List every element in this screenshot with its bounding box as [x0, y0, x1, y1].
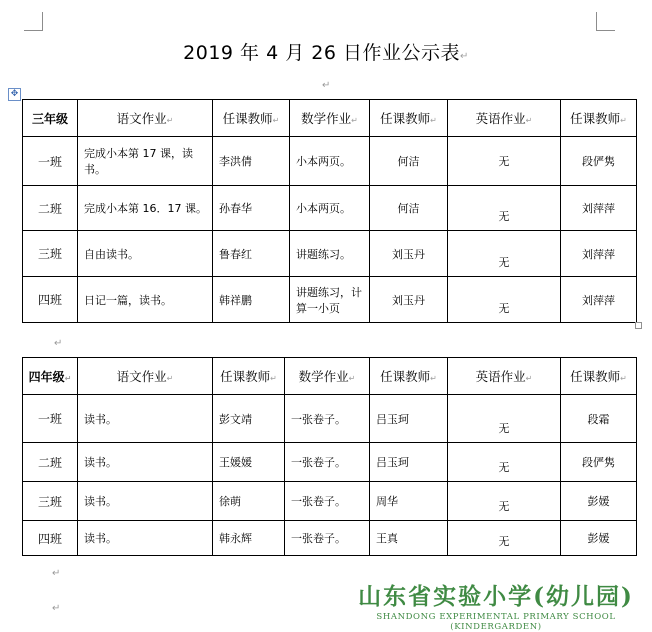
- teacher-cell: 刘萍萍: [561, 277, 637, 323]
- english-homework-cell: 无: [448, 137, 561, 186]
- header-teacher: 任课教师↵: [561, 358, 637, 395]
- chinese-homework-cell: 读书。: [78, 521, 213, 556]
- teacher-cell: 段霜: [561, 395, 637, 443]
- paragraph-mark-icon: ↵: [54, 338, 63, 349]
- header-teacher: 任课教师↵: [213, 358, 285, 395]
- english-homework-cell: 无: [448, 231, 561, 277]
- teacher-cell: 刘玉丹: [370, 277, 448, 323]
- teacher-cell: 何洁: [370, 186, 448, 231]
- teacher-cell: 王媛媛: [213, 443, 285, 482]
- class-cell: 三班: [23, 482, 78, 521]
- math-homework-cell: 一张卷子。: [285, 395, 370, 443]
- english-homework-cell: 无: [448, 482, 561, 521]
- class-cell: 一班: [23, 137, 78, 186]
- teacher-cell: 彭媛: [561, 482, 637, 521]
- teacher-cell: 韩永辉: [213, 521, 285, 556]
- header-math: 数学作业↵: [290, 100, 370, 137]
- class-cell: 三班: [23, 231, 78, 277]
- paragraph-mark-icon: ↵: [322, 80, 331, 91]
- header-english: 英语作业↵: [448, 358, 561, 395]
- math-homework-cell: 小本两页。: [290, 137, 370, 186]
- teacher-cell: 何洁: [370, 137, 448, 186]
- teacher-cell: 刘玉丹: [370, 231, 448, 277]
- paragraph-mark-icon: ↵: [52, 568, 61, 579]
- grade-three-homework-table: [22, 99, 637, 323]
- school-logo-watermark: [348, 578, 644, 632]
- chinese-homework-cell: 日记一篇，读书。: [78, 277, 213, 323]
- teacher-cell: 王真: [370, 521, 448, 556]
- math-homework-cell: 一张卷子。: [285, 521, 370, 556]
- table-move-handle-icon[interactable]: ✥: [8, 88, 21, 101]
- math-homework-cell: 讲题练习，计算一小页: [290, 277, 370, 323]
- header-teacher: 任课教师↵: [561, 100, 637, 137]
- school-name-chinese: 山东省实验小学(幼儿园): [358, 583, 634, 610]
- header-chinese: 语文作业↵: [78, 358, 213, 395]
- math-homework-cell: 小本两页。: [290, 186, 370, 231]
- teacher-cell: 吕玉珂: [370, 395, 448, 443]
- teacher-cell: 彭文靖: [213, 395, 285, 443]
- paragraph-mark-icon: ↵: [52, 603, 61, 614]
- teacher-cell: 孙春华: [213, 186, 290, 231]
- chinese-homework-cell: 自由读书。: [78, 231, 213, 277]
- table-resize-handle[interactable]: [635, 322, 642, 329]
- table-row: [23, 186, 637, 231]
- header-chinese: 语文作业↵: [78, 100, 213, 137]
- teacher-cell: 鲁春红: [213, 231, 290, 277]
- paragraph-mark-icon: ↵: [459, 51, 469, 62]
- chinese-homework-cell: 读书。: [78, 482, 213, 521]
- math-homework-cell: 一张卷子。: [285, 443, 370, 482]
- chinese-homework-cell: 完成小本第 17 课，读书。: [78, 137, 213, 186]
- chinese-homework-cell: 完成小本第 16．17 课。: [78, 186, 213, 231]
- header-teacher: 任课教师↵: [370, 100, 448, 137]
- english-homework-cell: 无: [448, 443, 561, 482]
- chinese-homework-cell: 读书。: [78, 395, 213, 443]
- grade-four-homework-table: [22, 357, 637, 556]
- teacher-cell: 段俨隽: [561, 443, 637, 482]
- teacher-cell: 段俨隽: [561, 137, 637, 186]
- math-homework-cell: 一张卷子。: [285, 482, 370, 521]
- teacher-cell: 徐萌: [213, 482, 285, 521]
- table-row: [23, 521, 637, 556]
- table-row: [23, 482, 637, 521]
- english-homework-cell: 无: [448, 521, 561, 556]
- title-text: 2019 年 4 月 26 日作业公示表: [183, 42, 460, 64]
- class-cell: 一班: [23, 395, 78, 443]
- teacher-cell: 李洪倩: [213, 137, 290, 186]
- grade-label: 三年级: [23, 100, 78, 137]
- chinese-homework-cell: 读书。: [78, 443, 213, 482]
- table-row: [23, 137, 637, 186]
- class-cell: 二班: [23, 186, 78, 231]
- teacher-cell: 刘萍萍: [561, 186, 637, 231]
- teacher-cell: 韩祥鹏: [213, 277, 290, 323]
- table-row: [23, 277, 637, 323]
- header-english: 英语作业↵: [448, 100, 561, 137]
- page-corner-mark-top-right: [596, 12, 615, 31]
- english-homework-cell: 无: [448, 186, 561, 231]
- class-cell: 二班: [23, 443, 78, 482]
- teacher-cell: 周华: [370, 482, 448, 521]
- document-title: [0, 38, 652, 65]
- header-math: 数学作业↵: [285, 358, 370, 395]
- math-homework-cell: 讲题练习。: [290, 231, 370, 277]
- table-row: [23, 231, 637, 277]
- table-header-row: [23, 358, 637, 395]
- grade-label: 四年级↵: [23, 358, 78, 395]
- school-name-english: SHANDONG EXPERIMENTAL PRIMARY SCHOOL (KINDERGARDEN): [376, 612, 616, 632]
- english-homework-cell: 无: [448, 277, 561, 323]
- page-corner-mark-top-left: [24, 12, 43, 31]
- table-row: [23, 395, 637, 443]
- header-teacher: 任课教师↵: [213, 100, 290, 137]
- class-cell: 四班: [23, 277, 78, 323]
- class-cell: 四班: [23, 521, 78, 556]
- english-homework-cell: 无: [448, 395, 561, 443]
- teacher-cell: 刘萍萍: [561, 231, 637, 277]
- teacher-cell: 彭媛: [561, 521, 637, 556]
- teacher-cell: 吕玉珂: [370, 443, 448, 482]
- table-row: [23, 443, 637, 482]
- table-header-row: [23, 100, 637, 137]
- header-teacher: 任课教师↵: [370, 358, 448, 395]
